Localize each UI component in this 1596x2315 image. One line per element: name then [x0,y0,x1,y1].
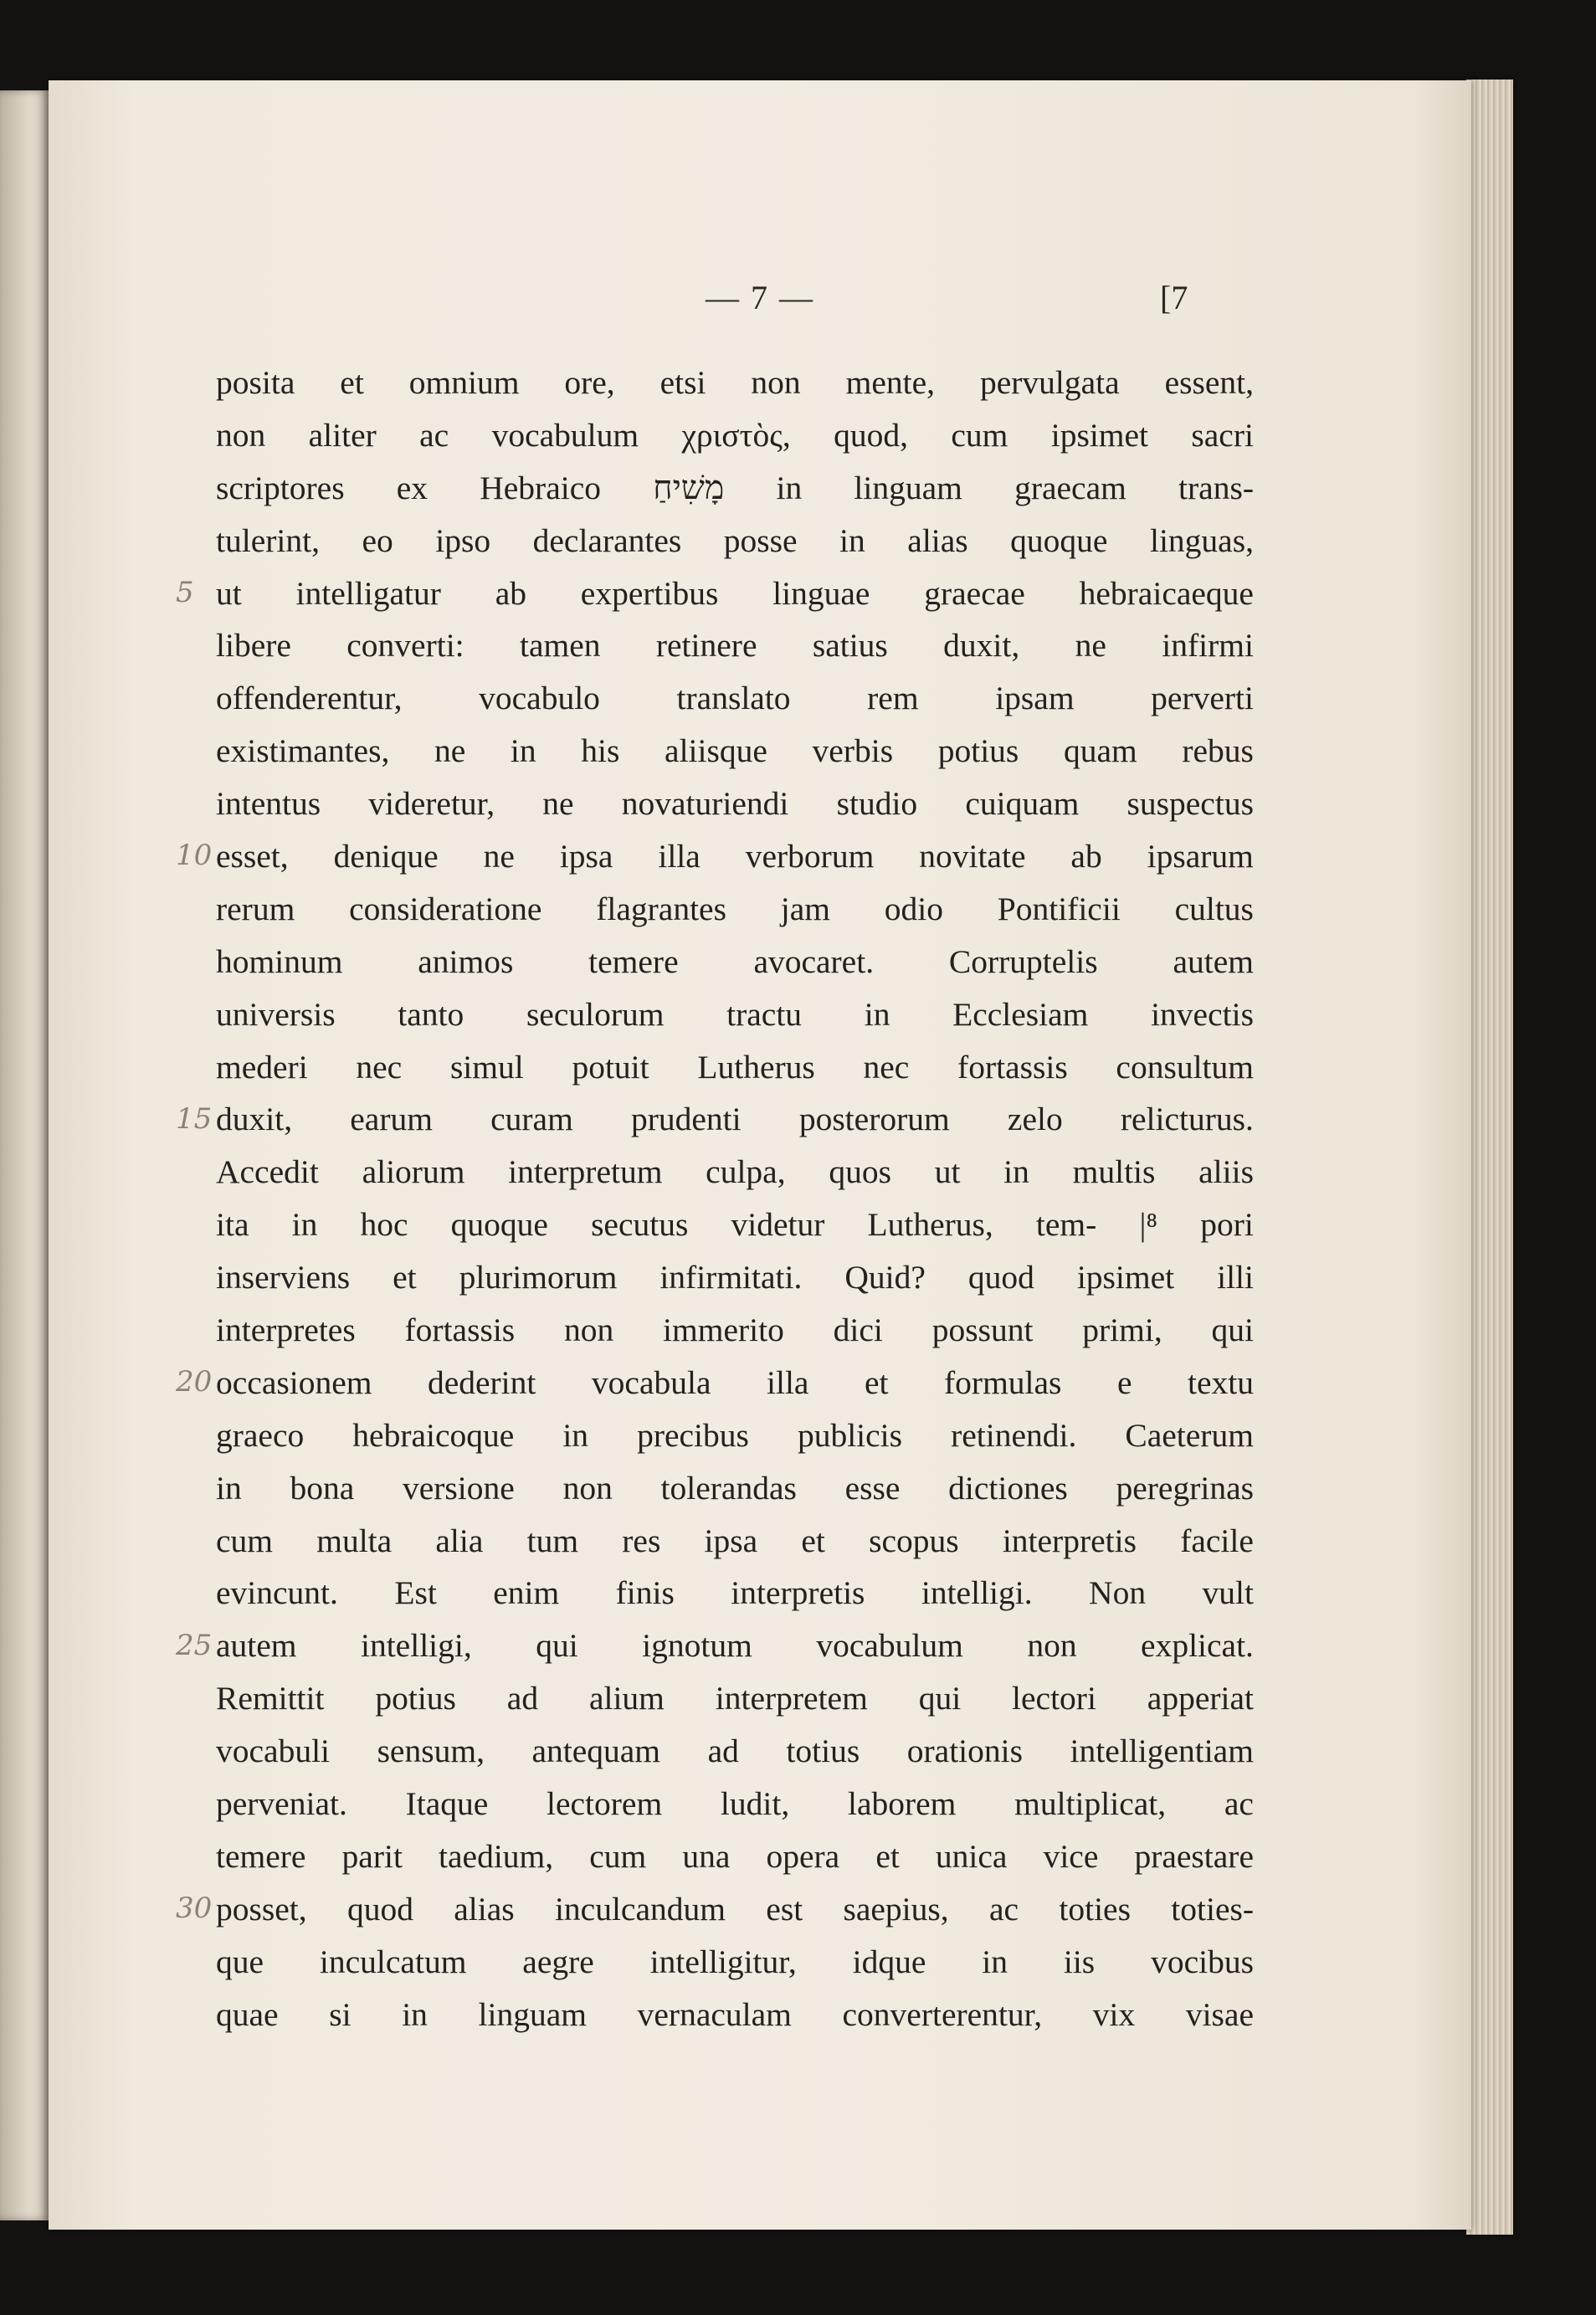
text-line: vocabuli sensum, antequam ad totius orationis intelligentiam [216,1732,1254,1770]
text-line: offenderentur, vocabulo translato rem ipsam perverti [216,680,1254,717]
text-line: cum multa alia tum res ipsa et scopus interpretis facile [216,1522,1254,1559]
page-number: — 7 — [706,279,814,316]
text-line: que inculcatum aegre intelligitur, idque in iis vocibus [216,1943,1254,1980]
book-page [49,80,1471,2230]
text-line: scriptores ex Hebraico מָשִׁיחַ in linguam graecam trans- [216,469,1254,506]
text-line: posita et omnium ore, etsi non mente, pervulgata essent, [216,364,1254,401]
text-line: autem intelligi, qui ignotum vocabulum non explicat. [216,1627,1254,1665]
text-line: ita in hoc quoque secutus videtur Lutherus, tem- |⁸ pori [216,1206,1254,1244]
text-line: universis tanto seculorum tractu in Ecclesiam invectis [216,995,1254,1033]
text-line: duxit, earum curam prudenti posterorum zelo relicturus. [216,1101,1254,1138]
page-stack-edge [1466,80,1513,2235]
margin-line-number: 25 [176,1628,213,1662]
text-line: evincunt. Est enim finis interpretis intelligi. Non vult [216,1574,1254,1612]
margin-line-number: 30 [176,1892,213,1926]
text-line: Remittit potius ad alium interpretem qui lectori apperiat [216,1680,1254,1717]
text-line: non aliter ac vocabulum χριστὸς, quod, cum ipsimet sacri [216,416,1254,454]
text-line: in bona versione non tolerandas esse dictiones peregrinas [216,1469,1254,1507]
text-line: libere converti: tamen retinere satius duxit, ne infirmi [216,627,1254,665]
page-reference: [7 [1160,279,1188,316]
margin-line-number: 5 [176,575,194,609]
text-line: esset, denique ne ipsa illa verborum novitate ab ipsarum [216,838,1254,875]
text-line: posset, quod alias inculcandum est saepius, ac toties toties- [216,1890,1254,1927]
margin-line-number: 15 [176,1101,213,1136]
text-line: occasionem dederint vocabula illa et formulas e textu [216,1363,1254,1401]
text-line: mederi nec simul potuit Lutherus nec fortassis consultum [216,1048,1254,1086]
text-line: existimantes, ne in his aliisque verbis potius quam rebus [216,732,1254,770]
text-line: rerum consideratione flagrantes jam odio Pontificii cultus [216,890,1254,927]
margin-line-number: 20 [176,1365,213,1399]
text-line: intentus videretur, ne novaturiendi studio cuiquam suspectus [216,785,1254,823]
text-line: Accedit aliorum interpretum culpa, quos ut in multis aliis [216,1153,1254,1191]
text-line: quae si in linguam vernaculam converterentur, vix visae [216,1995,1254,2033]
page-header [49,278,1471,328]
text-line: hominum animos temere avocaret. Corruptelis autem [216,942,1254,980]
text-line: temere parit taedium, cum una opera et unica vice praestare [216,1837,1254,1875]
text-line: tulerint, eo ipso declarantes posse in alias quoque linguas, [216,521,1254,559]
text-line: interpretes fortassis non immerito dici possunt primi, qui [216,1311,1254,1349]
body-text [216,357,1254,2041]
previous-page-edge [0,90,49,2220]
text-line: ut intelligatur ab expertibus linguae graecae hebraicaeque [216,574,1254,612]
margin-line-number: 10 [176,839,213,873]
text-line: perveniat. Itaque lectorem ludit, laborem multiplicat, ac [216,1785,1254,1823]
text-line: graeco hebraicoque in precibus publicis retinendi. Caeterum [216,1416,1254,1454]
text-line: inserviens et plurimorum infirmitati. Quid? quod ipsimet illi [216,1259,1254,1296]
